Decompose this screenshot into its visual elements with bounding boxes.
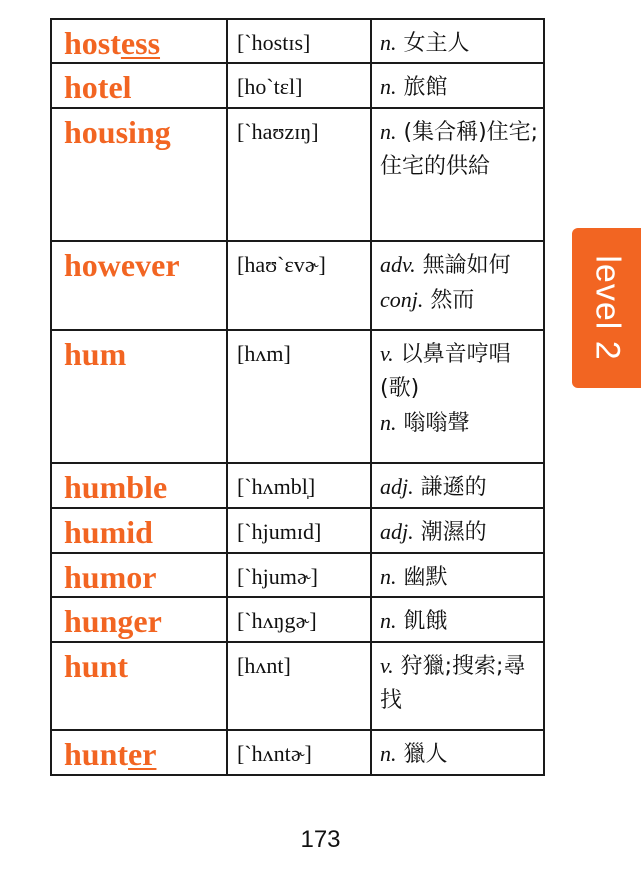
headword: humid	[64, 514, 153, 550]
ipa-cell	[227, 730, 371, 775]
word-cell	[51, 63, 227, 108]
headword: housing	[64, 114, 171, 150]
ipa-cell	[227, 463, 371, 508]
pronunciation: [ˋhjumɪd]	[237, 519, 322, 544]
ipa-cell	[227, 597, 371, 642]
part-of-speech: adj.	[380, 519, 414, 544]
headword-underlined: ess	[120, 25, 161, 61]
table-row	[51, 19, 544, 63]
table-row	[51, 463, 544, 508]
definition-cell	[371, 553, 544, 597]
part-of-speech: n.	[380, 410, 397, 435]
page-number: 173	[300, 826, 341, 853]
pronunciation: [hʌnt]	[237, 653, 291, 678]
word-cell	[51, 553, 227, 597]
definition-cell	[371, 463, 544, 508]
word-cell	[51, 241, 227, 330]
pronunciation: [ˋhʌmbl̩]	[237, 474, 316, 499]
ipa-cell	[227, 553, 371, 597]
definition-text: 幽默	[403, 565, 448, 590]
ipa-cell	[227, 19, 371, 63]
headword: hunt	[64, 648, 129, 684]
word-cell	[51, 597, 227, 642]
definition-cell	[371, 63, 544, 108]
headword-stem: hunt	[64, 736, 129, 772]
definition-cell	[371, 642, 544, 730]
headword-underlined: er	[128, 736, 157, 772]
level-label: level 2	[588, 255, 626, 361]
part-of-speech: v.	[380, 653, 394, 678]
part-of-speech: adj.	[380, 474, 414, 499]
definition-text: 無論如何	[422, 253, 511, 278]
word-cell	[51, 730, 227, 775]
part-of-speech: n.	[380, 564, 397, 589]
definition-text: 謙遜的	[420, 475, 487, 500]
definition-text: 狩獵;搜索;尋找	[380, 654, 526, 713]
definition-cell	[371, 19, 544, 63]
definition-text: 嗡嗡聲	[403, 411, 470, 436]
headword: humor	[64, 559, 157, 595]
table-row	[51, 508, 544, 553]
table-row	[51, 330, 544, 463]
part-of-speech: n.	[380, 119, 397, 144]
table-row	[51, 597, 544, 642]
vocabulary-table	[50, 18, 545, 776]
pronunciation: [ˋhʌntɚ]	[237, 741, 312, 766]
definition-text: 然而	[430, 288, 475, 313]
pronunciation: [hʌm]	[237, 341, 291, 366]
definition-cell	[371, 597, 544, 642]
part-of-speech: adv.	[380, 252, 416, 277]
headword-stem: host	[64, 25, 121, 61]
ipa-cell	[227, 642, 371, 730]
headword: hunger	[64, 603, 162, 639]
part-of-speech: v.	[380, 341, 394, 366]
definition-text: 飢餓	[403, 609, 448, 634]
word-cell	[51, 463, 227, 508]
part-of-speech: n.	[380, 741, 397, 766]
pronunciation: [ˋhostɪs]	[237, 30, 311, 55]
table-row	[51, 108, 544, 241]
definition-text: 女主人	[403, 31, 470, 56]
headword	[52, 731, 226, 772]
level-side-tab	[572, 228, 641, 388]
word-cell	[51, 108, 227, 241]
part-of-speech: n.	[380, 608, 397, 633]
headword: humble	[64, 469, 168, 505]
definition-text: (集合稱)住宅;住宅的供給	[380, 120, 539, 179]
headword	[52, 20, 226, 61]
table-row	[51, 241, 544, 330]
definition-text: 旅館	[403, 75, 448, 100]
word-cell	[51, 330, 227, 463]
headword: hum	[64, 336, 127, 372]
ipa-cell	[227, 508, 371, 553]
definition-cell	[371, 330, 544, 463]
part-of-speech: n.	[380, 74, 397, 99]
pronunciation: [ˋhʌŋgɚ]	[237, 608, 317, 633]
pronunciation: [haʊˋɛvɚ]	[237, 252, 326, 277]
table-row	[51, 730, 544, 775]
definition-cell	[371, 108, 544, 241]
definition-text: 以鼻音哼唱(歌)	[380, 342, 511, 401]
word-cell	[51, 642, 227, 730]
pronunciation: [hoˋtɛl]	[237, 74, 303, 99]
pronunciation: [ˋhjumɚ]	[237, 564, 318, 589]
definition-cell	[371, 730, 544, 775]
part-of-speech: conj.	[380, 287, 424, 312]
ipa-cell	[227, 108, 371, 241]
ipa-cell	[227, 241, 371, 330]
ipa-cell	[227, 330, 371, 463]
headword: hotel	[64, 69, 132, 105]
definition-cell	[371, 508, 544, 553]
table-row	[51, 642, 544, 730]
table-row	[51, 63, 544, 108]
part-of-speech: n.	[380, 30, 397, 55]
headword: however	[64, 247, 180, 283]
definition-text: 潮濕的	[420, 520, 487, 545]
word-cell	[51, 19, 227, 63]
table-row	[51, 553, 544, 597]
definition-cell	[371, 241, 544, 330]
ipa-cell	[227, 63, 371, 108]
word-cell	[51, 508, 227, 553]
pronunciation: [ˋhaʊzɪŋ]	[237, 119, 319, 144]
definition-text: 獵人	[403, 742, 448, 767]
